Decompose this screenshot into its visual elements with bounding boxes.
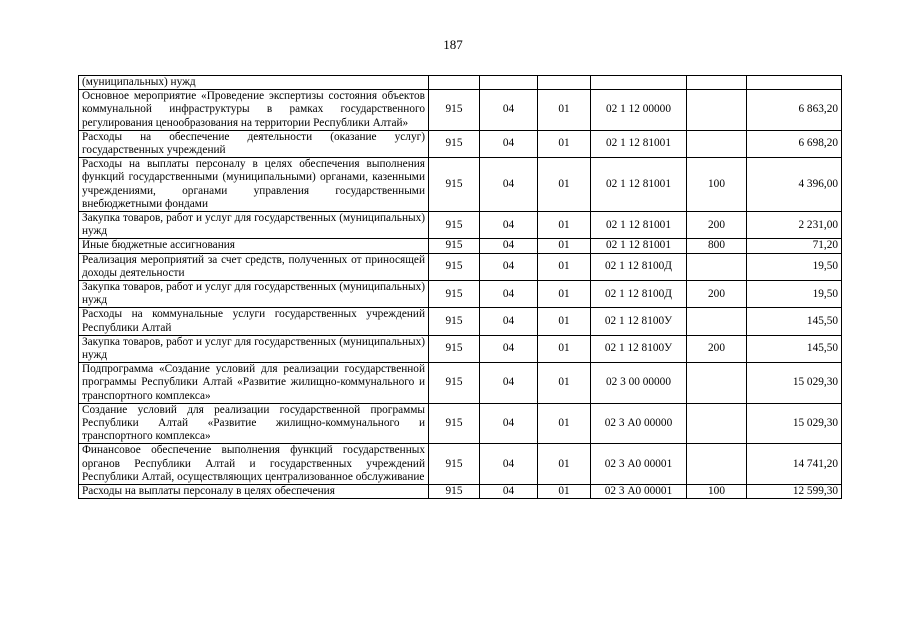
amount-cell: 145,50 <box>747 335 842 362</box>
subsection-code: 01 <box>538 444 591 485</box>
table-row <box>79 76 842 90</box>
item-name: Расходы на коммунальные услуги государственных учреждений Республики Алтай <box>79 308 429 335</box>
amount-cell: 15 029,30 <box>747 363 842 404</box>
subsection-code: 01 <box>538 403 591 444</box>
expense-type-code: 200 <box>687 335 747 362</box>
amount-cell: 6 863,20 <box>747 90 842 131</box>
section-code: 04 <box>480 281 538 308</box>
amount-cell: 71,20 <box>747 239 842 253</box>
target-item-code: 02 3 А0 00001 <box>591 444 687 485</box>
target-item-code: 02 1 12 8100Д <box>591 253 687 280</box>
table-row <box>79 253 842 280</box>
table-row <box>79 90 842 131</box>
section-code: 04 <box>480 90 538 131</box>
expense-type-code <box>687 90 747 131</box>
expense-type-code <box>687 253 747 280</box>
expense-type-code <box>687 130 747 157</box>
item-name: Иные бюджетные ассигнования <box>79 239 429 253</box>
item-name: Закупка товаров, работ и услуг для государственных (муниципальных) нужд <box>79 212 429 239</box>
section-code: 04 <box>480 130 538 157</box>
subsection-code: 01 <box>538 281 591 308</box>
table-row <box>79 130 842 157</box>
table-row <box>79 239 842 253</box>
subsection-code: 01 <box>538 363 591 404</box>
table-row <box>79 403 842 444</box>
table-row <box>79 158 842 212</box>
target-item-code: 02 1 12 00000 <box>591 90 687 131</box>
item-name: Расходы на обеспечение деятельности (оказание услуг) государственных учреждений <box>79 130 429 157</box>
item-name: Расходы на выплаты персоналу в целях обеспечения выполнения функций государственными (муниципальными) органами, казенными учреждениями, органами управления государственными внебюджетными фондами <box>79 158 429 212</box>
expense-type-code <box>687 403 747 444</box>
expense-type-code: 800 <box>687 239 747 253</box>
expense-type-code <box>687 363 747 404</box>
ministry-code: 915 <box>429 485 480 499</box>
subsection-code: 01 <box>538 239 591 253</box>
ministry-code: 915 <box>429 253 480 280</box>
target-item-code: 02 3 00 00000 <box>591 363 687 404</box>
amount-cell: 145,50 <box>747 308 842 335</box>
amount-cell: 12 599,30 <box>747 485 842 499</box>
ministry-code: 915 <box>429 335 480 362</box>
ministry-code: 915 <box>429 158 480 212</box>
item-name: Реализация мероприятий за счет средств, полученных от приносящей доходы деятельности <box>79 253 429 280</box>
section-code: 04 <box>480 444 538 485</box>
ministry-code: 915 <box>429 363 480 404</box>
table-row <box>79 308 842 335</box>
amount-cell: 14 741,20 <box>747 444 842 485</box>
target-item-code: 02 3 А0 00001 <box>591 485 687 499</box>
target-item-code: 02 3 А0 00000 <box>591 403 687 444</box>
expense-type-code: 200 <box>687 212 747 239</box>
subsection-code: 01 <box>538 485 591 499</box>
ministry-code: 915 <box>429 90 480 131</box>
item-name: Закупка товаров, работ и услуг для государственных (муниципальных) нужд <box>79 335 429 362</box>
subsection-code: 01 <box>538 130 591 157</box>
target-item-code <box>591 76 687 90</box>
section-code: 04 <box>480 253 538 280</box>
ministry-code: 915 <box>429 444 480 485</box>
expense-type-code: 200 <box>687 281 747 308</box>
item-name: Основное мероприятие «Проведение экспертизы состояния объектов коммунальной инфраструктуры в рамках государственного регулирования ценообразования на территории Республики Алтай» <box>79 90 429 131</box>
expense-type-code <box>687 308 747 335</box>
ministry-code: 915 <box>429 212 480 239</box>
section-code: 04 <box>480 335 538 362</box>
table-body <box>79 76 842 499</box>
item-name: Создание условий для реализации государственной программы Республики Алтай «Развитие жилищно-коммунального и транспортного комплекса» <box>79 403 429 444</box>
ministry-code <box>429 76 480 90</box>
subsection-code: 01 <box>538 335 591 362</box>
item-name: (муниципальных) нужд <box>79 76 429 90</box>
expense-type-code <box>687 444 747 485</box>
amount-cell: 6 698,20 <box>747 130 842 157</box>
amount-cell: 19,50 <box>747 253 842 280</box>
section-code <box>480 76 538 90</box>
item-name: Закупка товаров, работ и услуг для государственных (муниципальных) нужд <box>79 281 429 308</box>
amount-cell: 19,50 <box>747 281 842 308</box>
ministry-code: 915 <box>429 403 480 444</box>
table-row <box>79 281 842 308</box>
table-row <box>79 335 842 362</box>
item-name: Расходы на выплаты персоналу в целях обеспечения <box>79 485 429 499</box>
section-code: 04 <box>480 239 538 253</box>
page-number: 187 <box>443 37 463 52</box>
target-item-code: 02 1 12 8100Д <box>591 281 687 308</box>
section-code: 04 <box>480 212 538 239</box>
subsection-code: 01 <box>538 212 591 239</box>
section-code: 04 <box>480 158 538 212</box>
section-code: 04 <box>480 363 538 404</box>
subsection-code: 01 <box>538 308 591 335</box>
amount-cell: 2 231,00 <box>747 212 842 239</box>
target-item-code: 02 1 12 81001 <box>591 239 687 253</box>
subsection-code: 01 <box>538 158 591 212</box>
expense-type-code: 100 <box>687 485 747 499</box>
table-row <box>79 363 842 404</box>
table-row <box>79 212 842 239</box>
ministry-code: 915 <box>429 130 480 157</box>
target-item-code: 02 1 12 81001 <box>591 158 687 212</box>
ministry-code: 915 <box>429 239 480 253</box>
item-name: Подпрограмма «Создание условий для реализации государственной программы Республики Алтай «Развитие жилищно-коммунального и транспортного комплекса» <box>79 363 429 404</box>
target-item-code: 02 1 12 8100У <box>591 335 687 362</box>
ministry-code: 915 <box>429 281 480 308</box>
amount-cell <box>747 76 842 90</box>
target-item-code: 02 1 12 81001 <box>591 130 687 157</box>
ministry-code: 915 <box>429 308 480 335</box>
amount-cell: 4 396,00 <box>747 158 842 212</box>
subsection-code: 01 <box>538 253 591 280</box>
table-row <box>79 485 842 499</box>
subsection-code <box>538 76 591 90</box>
expense-type-code: 100 <box>687 158 747 212</box>
table-row <box>79 444 842 485</box>
section-code: 04 <box>480 403 538 444</box>
subsection-code: 01 <box>538 90 591 131</box>
expense-type-code <box>687 76 747 90</box>
amount-cell: 15 029,30 <box>747 403 842 444</box>
budget-table <box>78 75 842 499</box>
target-item-code: 02 1 12 8100У <box>591 308 687 335</box>
section-code: 04 <box>480 308 538 335</box>
item-name: Финансовое обеспечение выполнения функций государственных органов Республики Алтай и государственных учреждений Республики Алтай, осуществляющих централизованное обслуживание <box>79 444 429 485</box>
section-code: 04 <box>480 485 538 499</box>
target-item-code: 02 1 12 81001 <box>591 212 687 239</box>
